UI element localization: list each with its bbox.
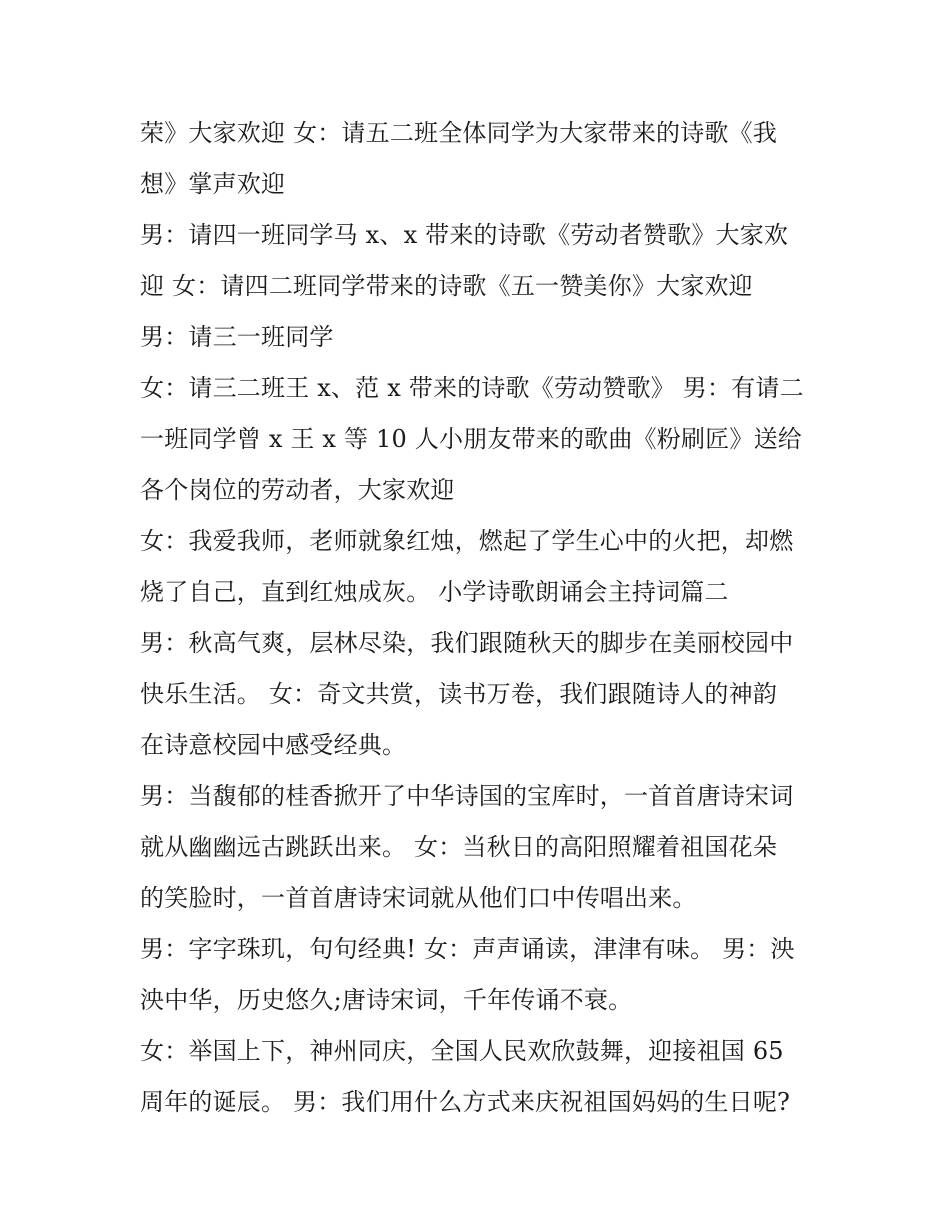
text-line: 在诗意校园中感受经典。 — [140, 731, 407, 759]
text-line: 想》掌声欢迎 — [140, 170, 286, 198]
text-line: 泱中华，历史悠久;唐诗宋词，千年传诵不衰。 — [140, 986, 633, 1014]
text-line: 各个岗位的劳动者，大家欢迎 — [140, 476, 455, 504]
text-line: 一班同学曾 x 王 x 等 10 人小朋友带来的歌曲《粉刷匠》送给 — [140, 425, 802, 453]
text-line: 快乐生活。 女：奇文共赏，读书万卷，我们跟随诗人的神韵 — [140, 680, 778, 708]
text-line: 男：请三一班同学 — [140, 323, 334, 351]
text-line: 周年的诞辰。 男：我们用什么方式来庆祝祖国妈妈的生日呢? — [140, 1088, 791, 1116]
text-line: 迎 女：请四二班同学带来的诗歌《五一赞美你》大家欢迎 — [140, 272, 753, 300]
text-line: 就从幽幽远古跳跃出来。 女：当秋日的高阳照耀着祖国花朵 — [140, 833, 778, 861]
text-line: 荣》大家欢迎 女：请五二班全体同学为大家带来的诗歌《我 — [140, 119, 778, 147]
text-line: 女：请三二班王 x、范 x 带来的诗歌《劳动赞歌》 男：有请二 — [140, 374, 804, 402]
text-line: 男：当馥郁的桂香掀开了中华诗国的宝库时，一首首唐诗宋词 — [140, 782, 794, 810]
text-line: 女：举国上下，神州同庆，全国人民欢欣鼓舞，迎接祖国 65 — [140, 1037, 784, 1065]
text-line: 男：秋高气爽，层林尽染，我们跟随秋天的脚步在美丽校园中 — [140, 629, 794, 657]
text-line: 男：请四一班同学马 x、x 带来的诗歌《劳动者赞歌》大家欢 — [140, 221, 789, 249]
document-page — [140, 108, 840, 1128]
text-line: 的笑脸时，一首首唐诗宋词就从他们口中传唱出来。 — [140, 884, 697, 912]
text-line: 女：我爱我师，老师就象红烛，燃起了学生心中的火把，却燃 — [140, 527, 794, 555]
text-line: 烧了自己，直到红烛成灰。 小学诗歌朗诵会主持词篇二 — [140, 578, 729, 606]
text-line: 男：字字珠玑，句句经典! 女：声声诵读，津津有味。 男：泱 — [140, 935, 795, 963]
